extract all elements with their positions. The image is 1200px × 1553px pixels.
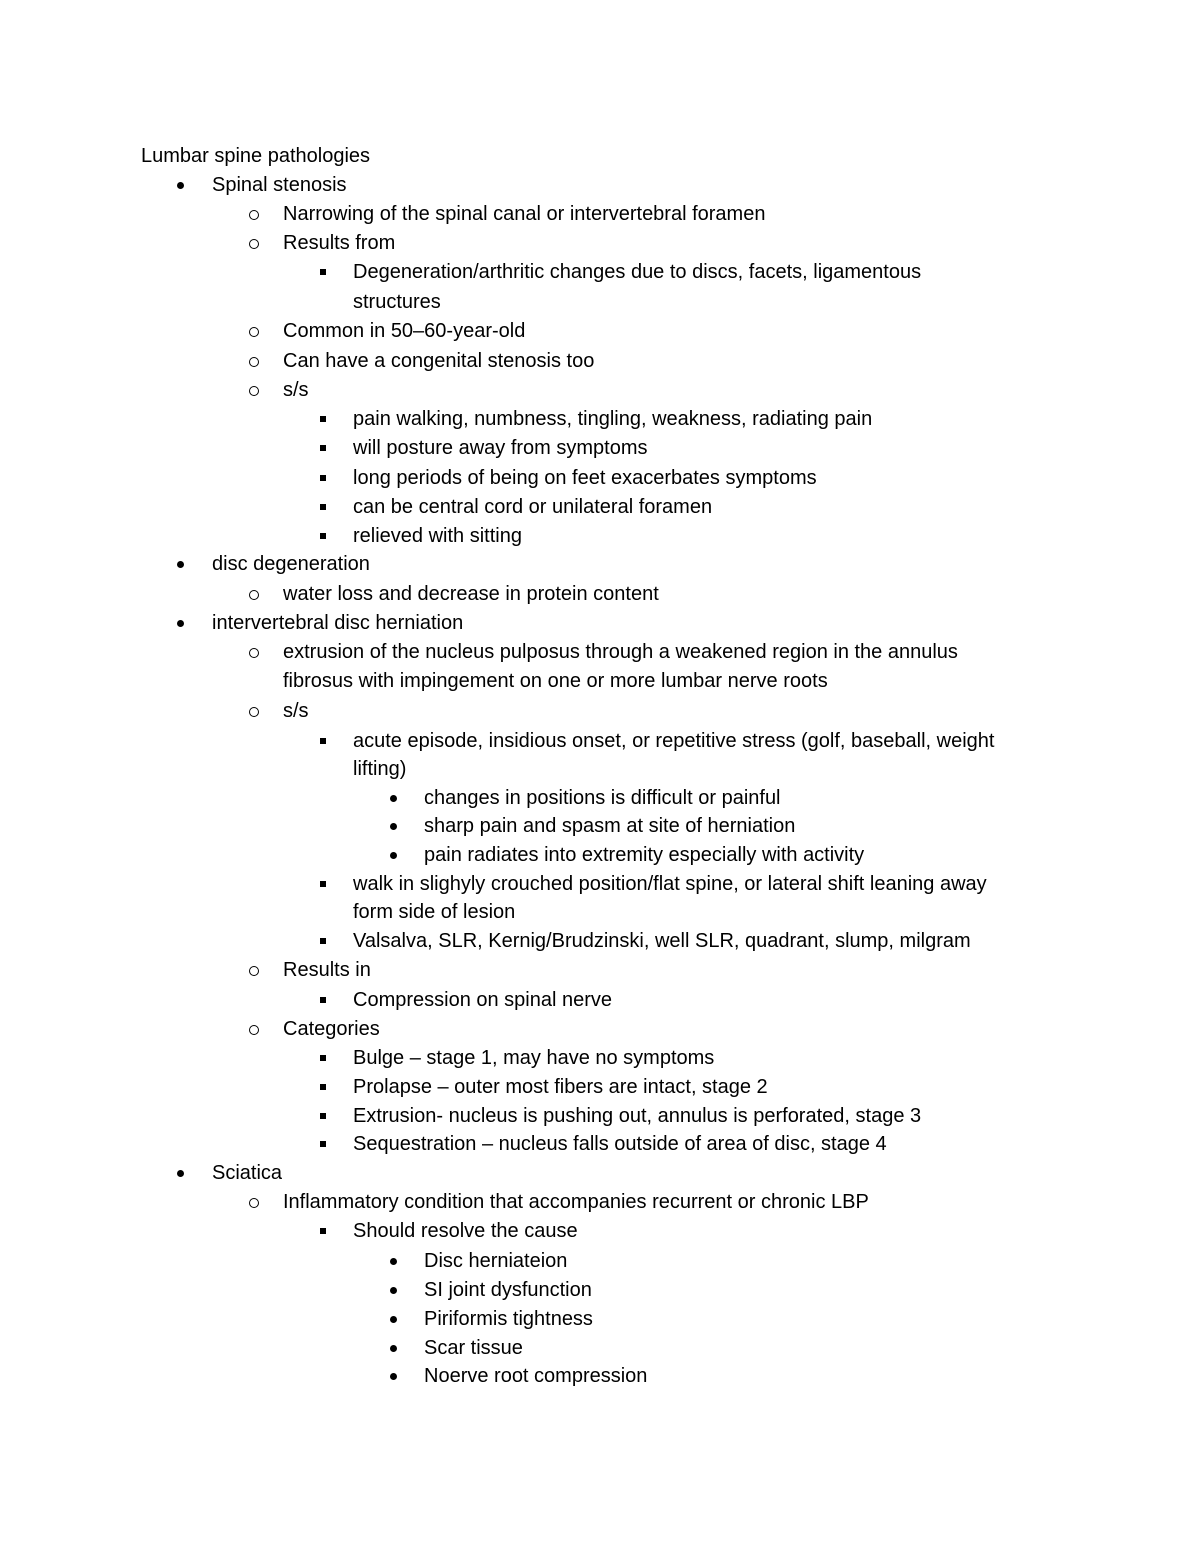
outline-item-level-3: Sequestration – nucleus falls outside of area of disc, stage 4 [353, 1133, 887, 1155]
outline-item-level-3: acute episode, insidious onset, or repetitive stress (golf, baseball, weight [353, 730, 995, 752]
outline-item-level-4: pain radiates into extremity especially with activity [424, 844, 865, 866]
disc-bullet-icon [386, 841, 402, 870]
disc-bullet-icon [173, 609, 189, 638]
disc-bullet-icon [386, 1362, 402, 1391]
square-bullet-icon [316, 1217, 332, 1246]
disc-bullet-icon [173, 550, 189, 579]
outline-item-level-2: Results from [283, 232, 396, 254]
square-bullet-icon [316, 1073, 332, 1102]
document-title: Lumbar spine pathologies [141, 145, 371, 167]
outline-item-level-2: s/s [283, 700, 309, 722]
square-bullet-icon [316, 1130, 332, 1159]
square-bullet-icon [316, 405, 332, 434]
outline-item-level-3: Compression on spinal nerve [353, 989, 613, 1011]
outline-item-level-3: structures [353, 291, 441, 313]
outline-item-level-2: Can have a congenital stenosis too [283, 350, 595, 372]
outline-item-level-3: Valsalva, SLR, Kernig/Brudzinski, well SLR, quadrant, slump, milgram [353, 930, 971, 952]
disc-bullet-icon [386, 1247, 402, 1276]
square-bullet-icon [316, 493, 332, 522]
outline-item-level-4: Disc herniateion [424, 1250, 568, 1272]
disc-bullet-icon [386, 784, 402, 813]
disc-bullet-icon [386, 812, 402, 841]
disc-bullet-icon [386, 1334, 402, 1363]
disc-bullet-icon [386, 1276, 402, 1305]
outline-item-level-2: s/s [283, 379, 309, 401]
circle-bullet-icon [246, 580, 262, 609]
circle-bullet-icon [246, 347, 262, 376]
outline-item-level-3: Prolapse – outer most fibers are intact, stage 2 [353, 1076, 768, 1098]
square-bullet-icon [316, 464, 332, 493]
square-bullet-icon [316, 870, 332, 899]
outline-item-level-1: Spinal stenosis [212, 174, 347, 196]
disc-bullet-icon [173, 1159, 189, 1188]
outline-item-level-2: Inflammatory condition that accompanies recurrent or chronic LBP [283, 1191, 869, 1213]
circle-bullet-icon [246, 638, 262, 667]
outline-item-level-3: Bulge – stage 1, may have no symptoms [353, 1047, 715, 1069]
square-bullet-icon [316, 986, 332, 1015]
outline-item-level-2: Categories [283, 1018, 380, 1040]
circle-bullet-icon [246, 1015, 262, 1044]
circle-bullet-icon [246, 317, 262, 346]
disc-bullet-icon [386, 1305, 402, 1334]
outline-item-level-1: Sciatica [212, 1162, 283, 1184]
outline-item-level-4: changes in positions is difficult or painful [424, 787, 781, 809]
square-bullet-icon [316, 522, 332, 551]
outline-item-level-4: sharp pain and spasm at site of herniation [424, 815, 796, 837]
outline-item-level-2: Common in 50–60-year-old [283, 320, 526, 342]
square-bullet-icon [316, 258, 332, 287]
circle-bullet-icon [246, 229, 262, 258]
circle-bullet-icon [246, 697, 262, 726]
circle-bullet-icon [246, 1188, 262, 1217]
square-bullet-icon [316, 727, 332, 756]
outline-item-level-3: pain walking, numbness, tingling, weakness, radiating pain [353, 408, 873, 430]
outline-item-level-2: fibrosus with impingement on one or more lumbar nerve roots [283, 670, 828, 692]
disc-bullet-icon [173, 171, 189, 200]
outline-item-level-3: Extrusion- nucleus is pushing out, annulus is perforated, stage 3 [353, 1105, 922, 1127]
circle-bullet-icon [246, 376, 262, 405]
square-bullet-icon [316, 1044, 332, 1073]
outline-item-level-4: SI joint dysfunction [424, 1279, 592, 1301]
outline-item-level-4: Noerve root compression [424, 1365, 648, 1387]
outline-item-level-4: Scar tissue [424, 1337, 523, 1359]
square-bullet-icon [316, 1102, 332, 1131]
square-bullet-icon [316, 434, 332, 463]
outline-item-level-2: water loss and decrease in protein content [283, 583, 659, 605]
outline-item-level-3: walk in slighyly crouched position/flat spine, or lateral shift leaning away [353, 873, 987, 895]
outline-item-level-3: Degeneration/arthritic changes due to discs, facets, ligamentous [353, 261, 922, 283]
outline-item-level-1: disc degeneration [212, 553, 370, 575]
outline-item-level-2: Narrowing of the spinal canal or intervertebral foramen [283, 203, 766, 225]
outline-item-level-3: form side of lesion [353, 901, 516, 923]
outline-item-level-4: Piriformis tightness [424, 1308, 593, 1330]
outline-item-level-3: Should resolve the cause [353, 1220, 578, 1242]
outline-item-level-3: long periods of being on feet exacerbates symptoms [353, 467, 817, 489]
square-bullet-icon [316, 927, 332, 956]
outline-item-level-2: Results in [283, 959, 371, 981]
outline-item-level-2: extrusion of the nucleus pulposus through a weakened region in the annulus [283, 641, 958, 663]
circle-bullet-icon [246, 956, 262, 985]
outline-item-level-1: intervertebral disc herniation [212, 612, 464, 634]
outline-item-level-3: can be central cord or unilateral foramen [353, 496, 713, 518]
outline-item-level-3: will posture away from symptoms [353, 437, 648, 459]
circle-bullet-icon [246, 200, 262, 229]
outline-item-level-3: relieved with sitting [353, 525, 522, 547]
outline-item-level-3: lifting) [353, 758, 407, 780]
